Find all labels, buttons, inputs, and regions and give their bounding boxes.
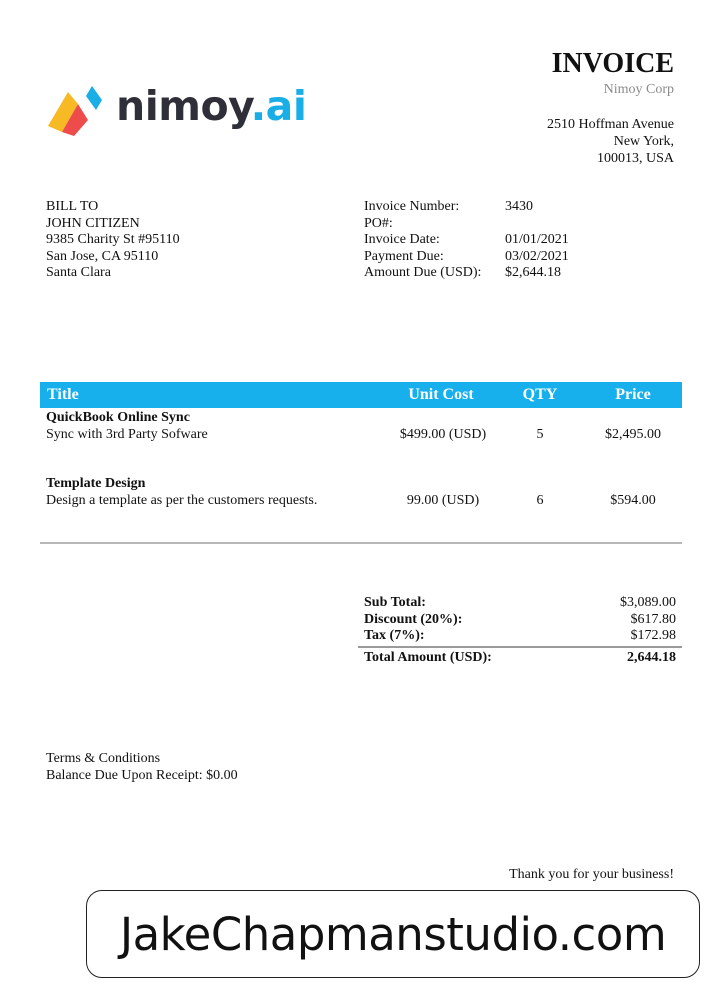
item-qty: 6 [536,493,544,508]
bill-to-county: Santa Clara [46,265,111,281]
logo-wordmark: nimoy.ai [116,82,307,130]
column-header-price: Price [615,386,651,403]
bill-to-name: JOHN CITIZEN [46,215,140,231]
bill-to-street: 9385 Charity St #95110 [46,232,180,248]
table-row [46,476,682,516]
total-amount-row [364,650,676,668]
table-divider [40,542,682,544]
table-row [46,410,682,450]
total-amount-label: Total Amount (USD): [364,650,492,665]
meta-row-po: PO#: [364,215,393,231]
watermark-banner [86,890,700,978]
items-table-header [40,382,682,408]
item-price: $2,495.00 [605,427,661,442]
column-header-unit-cost: Unit Cost [408,386,474,403]
column-header-qty: QTY [522,386,558,403]
item-description: Design a template as per the customers requests. [46,493,318,508]
meta-row-payment-due: Payment Due: 03/02/2021 [364,248,569,264]
item-price: $594.00 [610,493,656,508]
total-amount-value: 2,644.18 [627,650,676,665]
terms-balance: Balance Due Upon Receipt: $0.00 [46,767,238,783]
thank-you-note: Thank you for your business! [509,867,674,882]
terms-block [46,751,238,784]
column-header-title: Title [47,386,79,403]
totals-row-tax: Tax (7%): $172.98 [364,628,676,644]
watermark-text: JakeChapmanstudio.com [119,907,667,961]
terms-heading: Terms & Conditions [46,751,161,766]
logo-mark-icon [46,82,110,136]
item-name: QuickBook Online Sync [46,410,190,425]
totals-block [364,595,676,645]
bill-to-block [46,199,180,282]
company-address: 2510 Hoffman Avenue New York, 100013, USA [546,117,674,166]
item-qty: 5 [536,427,544,442]
item-unit-cost: 99.00 (USD) [406,493,480,508]
meta-row-invoice-number: Invoice Number: 3430 [364,199,533,214]
company-name: Nimoy Corp [603,82,674,97]
totals-row-discount: Discount (20%): $617.80 [364,611,676,627]
item-description: Sync with 3rd Party Sofware [46,427,208,442]
invoice-title: INVOICE [551,48,674,79]
totals-row-subtotal: Sub Total: $3,089.00 [364,595,676,610]
meta-row-invoice-date: Invoice Date: 01/01/2021 [364,232,569,248]
bill-to-heading: BILL TO [46,199,99,214]
bill-to-city: San Jose, CA 95110 [46,248,159,264]
totals-divider [358,646,682,648]
item-name: Template Design [46,476,146,491]
company-logo [46,80,306,140]
meta-row-amount-due: Amount Due (USD): $2,644.18 [364,265,561,281]
invoice-meta [364,199,569,282]
item-unit-cost: $499.00 (USD) [399,427,487,442]
